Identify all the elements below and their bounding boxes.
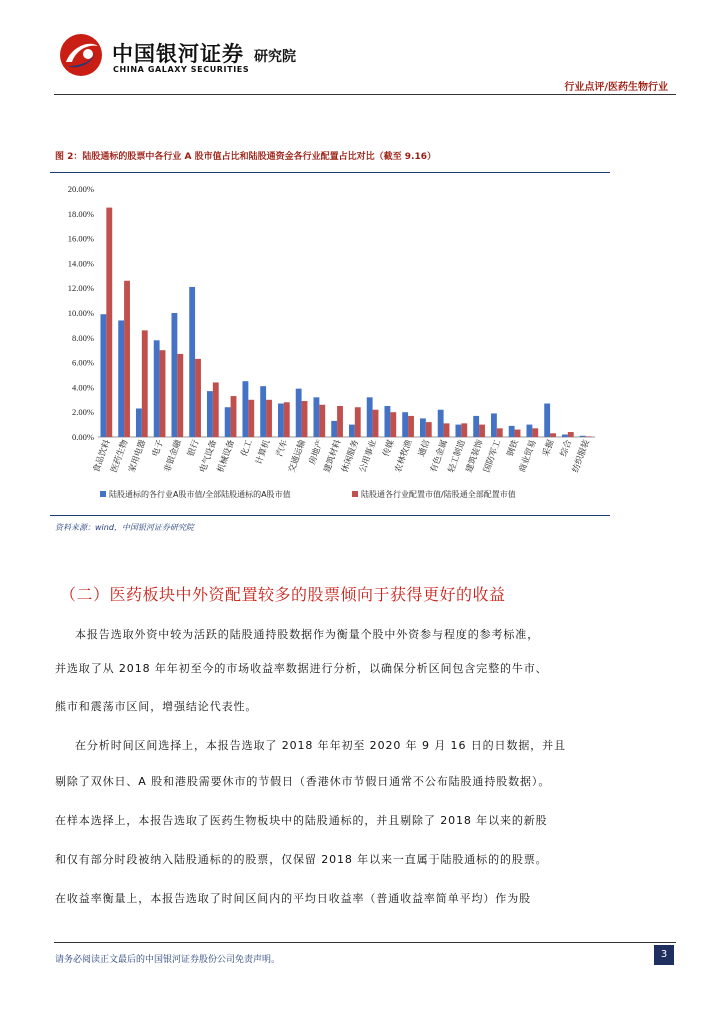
report-category: 行业点评/医药生物行业 bbox=[564, 82, 668, 93]
paragraph-line: 剔除了双休日、A 股和港股需要休市的节假日（香港休市节假日通常不公布陆股通持股数据）。 bbox=[55, 775, 551, 788]
paragraph-line: 和仅有部分时段被纳入陆股通标的的股票，仅保留 2018 年以来一直属于陆股通标的的股票。 bbox=[55, 853, 548, 866]
bar-allocation bbox=[586, 436, 592, 437]
bar-market-cap bbox=[367, 397, 373, 437]
x-category-label: 采掘 bbox=[541, 438, 557, 459]
bar-allocation bbox=[231, 396, 237, 437]
bar-allocation bbox=[408, 416, 414, 437]
page-number: 3 bbox=[654, 945, 674, 965]
bar-allocation bbox=[390, 412, 396, 437]
paragraph-line: 在样本选择上，本报告选取了医药生物板块中的陆股通标的，并且剔除了 2018 年以来的新股 bbox=[55, 814, 548, 827]
x-category-label: 钢铁 bbox=[505, 438, 521, 459]
x-category-label: 纺织服装 bbox=[570, 438, 592, 474]
bar-market-cap bbox=[100, 314, 106, 437]
bar-allocation bbox=[160, 350, 166, 437]
y-tick-label: 20.00% bbox=[67, 184, 94, 194]
footer-divider bbox=[54, 942, 676, 943]
bar-market-cap bbox=[491, 413, 497, 437]
legend-label-market-cap: 陆股通标的各行业A股市值/全部陆股通标的A股市值 bbox=[109, 490, 291, 499]
paragraph-line: 在分析时间区间选择上，本报告选取了 2018 年年初至 2020 年 9 月 16 日的日数据，并且 bbox=[75, 739, 566, 752]
bar-market-cap bbox=[526, 425, 532, 437]
disclaimer-text: 请务必阅读正文最后的中国银河证券股份公司免责声明。 bbox=[55, 955, 281, 965]
bar-market-cap bbox=[562, 435, 568, 437]
header-divider bbox=[54, 94, 676, 95]
bar-allocation bbox=[444, 423, 450, 437]
bar-market-cap bbox=[349, 425, 355, 437]
x-category-label: 医药生物 bbox=[109, 438, 131, 474]
bar-allocation bbox=[142, 330, 148, 437]
x-category-label: 农林牧渔 bbox=[393, 438, 415, 474]
bar-market-cap bbox=[420, 418, 426, 437]
y-tick-label: 12.00% bbox=[67, 283, 94, 294]
x-category-label: 电气设备 bbox=[198, 438, 220, 474]
bar-allocation bbox=[426, 422, 432, 437]
bar-market-cap bbox=[260, 386, 266, 437]
bar-market-cap bbox=[438, 410, 444, 437]
company-logo bbox=[58, 32, 328, 82]
bar-market-cap bbox=[455, 425, 461, 437]
bar-allocation bbox=[195, 359, 201, 437]
bar-market-cap bbox=[118, 320, 124, 437]
x-category-label: 建筑装饰 bbox=[464, 438, 486, 474]
chart-top-border bbox=[50, 172, 610, 173]
y-tick-label: 8.00% bbox=[72, 332, 94, 343]
bar-market-cap bbox=[544, 404, 550, 437]
figure-source: 资料来源：wind，中国银河证券研究院 bbox=[55, 523, 194, 532]
bar-allocation bbox=[248, 400, 254, 437]
bar-market-cap bbox=[154, 340, 160, 437]
x-category-label: 综合 bbox=[558, 438, 575, 459]
bar-allocation bbox=[532, 428, 538, 437]
bar-allocation bbox=[479, 425, 485, 437]
bar-market-cap bbox=[207, 391, 213, 437]
logo-chinese-name: 中国银河证券 bbox=[112, 42, 244, 66]
x-category-label: 房地产 bbox=[307, 438, 326, 467]
bar-market-cap bbox=[402, 412, 408, 437]
y-tick-label: 10.00% bbox=[67, 308, 94, 318]
bar-allocation bbox=[461, 423, 467, 437]
x-category-label: 食品饮料 bbox=[91, 438, 113, 474]
bar-allocation bbox=[515, 430, 521, 437]
x-category-label: 汽车 bbox=[274, 438, 291, 459]
bar-market-cap bbox=[509, 426, 515, 437]
galaxy-logo-icon bbox=[58, 32, 104, 78]
legend-swatch-market-cap bbox=[100, 491, 106, 497]
bar-market-cap bbox=[242, 381, 248, 437]
legend-swatch-allocation bbox=[352, 491, 358, 497]
bar-market-cap bbox=[384, 406, 390, 437]
x-category-label: 有色金属 bbox=[428, 438, 450, 474]
bar-allocation bbox=[284, 402, 290, 437]
bar-market-cap bbox=[331, 421, 337, 437]
x-category-label: 商业贸易 bbox=[517, 438, 539, 474]
bar-allocation bbox=[124, 281, 130, 437]
logo-subtitle: 研究院 bbox=[254, 49, 296, 65]
y-tick-label: 2.00% bbox=[72, 407, 94, 418]
chart-bottom-border bbox=[50, 515, 610, 516]
y-tick-label: 16.00% bbox=[67, 233, 94, 244]
bar-market-cap bbox=[136, 408, 142, 437]
bar-market-cap bbox=[189, 287, 195, 437]
bar-market-cap bbox=[225, 407, 231, 437]
y-tick-label: 0.00% bbox=[72, 432, 94, 442]
bar-allocation bbox=[373, 410, 379, 437]
x-category-label: 传媒 bbox=[381, 438, 397, 459]
bar-allocation bbox=[497, 428, 503, 437]
x-category-label: 通信 bbox=[416, 438, 433, 459]
bar-allocation bbox=[177, 354, 183, 437]
y-tick-label: 18.00% bbox=[67, 208, 94, 219]
logo-english-name: CHINA GALAXY SECURITIES bbox=[113, 65, 250, 74]
x-category-label: 银行 bbox=[186, 438, 202, 459]
bar-allocation bbox=[568, 432, 574, 437]
bar-chart bbox=[50, 175, 610, 513]
bar-market-cap bbox=[313, 397, 319, 437]
x-category-label: 建筑材料 bbox=[322, 438, 344, 474]
x-category-label: 休闲服务 bbox=[340, 438, 362, 474]
bar-market-cap bbox=[580, 436, 586, 437]
bar-market-cap bbox=[473, 416, 479, 437]
x-category-label: 非银金融 bbox=[162, 438, 184, 474]
bar-allocation bbox=[355, 407, 361, 437]
bar-market-cap bbox=[296, 389, 302, 437]
x-category-label: 机械设备 bbox=[215, 438, 237, 474]
y-tick-label: 6.00% bbox=[72, 357, 94, 368]
y-tick-label: 14.00% bbox=[67, 258, 94, 269]
bar-allocation bbox=[550, 433, 556, 437]
paragraph-line: 熊市和震荡市区间，增强结论代表性。 bbox=[55, 700, 258, 713]
x-category-label: 国防军工 bbox=[482, 438, 504, 474]
bar-allocation bbox=[302, 401, 308, 437]
y-tick-label: 4.00% bbox=[72, 382, 94, 393]
bar-allocation bbox=[319, 405, 325, 437]
x-category-label: 家用电器 bbox=[127, 438, 149, 474]
x-category-label: 化工 bbox=[239, 438, 255, 459]
bar-allocation bbox=[106, 208, 112, 437]
x-category-label: 电子 bbox=[150, 438, 166, 459]
section-heading: （二）医药板块中外资配置较多的股票倾向于获得更好的收益 bbox=[60, 585, 506, 604]
x-category-label: 交通运输 bbox=[286, 438, 308, 474]
legend-label-allocation: 陆股通各行业配置市值/陆股通全部配置市值 bbox=[361, 490, 516, 499]
paragraph-line: 并选取了从 2018 年年初至今的市场收益率数据进行分析，以确保分析区间包含完整的牛市、 bbox=[55, 662, 548, 675]
bar-market-cap bbox=[171, 313, 177, 437]
x-category-label: 轻工制造 bbox=[446, 438, 468, 474]
bar-allocation bbox=[213, 382, 219, 437]
figure-title: 图 2：陆股通标的股票中各行业 A 股市值占比和陆股通资金各行业配置占比对比（截至 9.16） bbox=[55, 152, 436, 162]
x-category-label: 计算机 bbox=[254, 438, 273, 467]
bar-allocation bbox=[337, 406, 343, 437]
bar-allocation bbox=[266, 400, 272, 437]
paragraph-line: 在收益率衡量上，本报告选取了时间区间内的平均日收益率（普通收益率简单平均）作为股 bbox=[55, 892, 531, 905]
bar-market-cap bbox=[278, 404, 284, 437]
x-category-label: 公用事业 bbox=[357, 438, 379, 474]
paragraph-line: 本报告选取外资中较为活跃的陆股通持股数据作为衡量个股中外资参与程度的参考标准， bbox=[75, 628, 540, 641]
